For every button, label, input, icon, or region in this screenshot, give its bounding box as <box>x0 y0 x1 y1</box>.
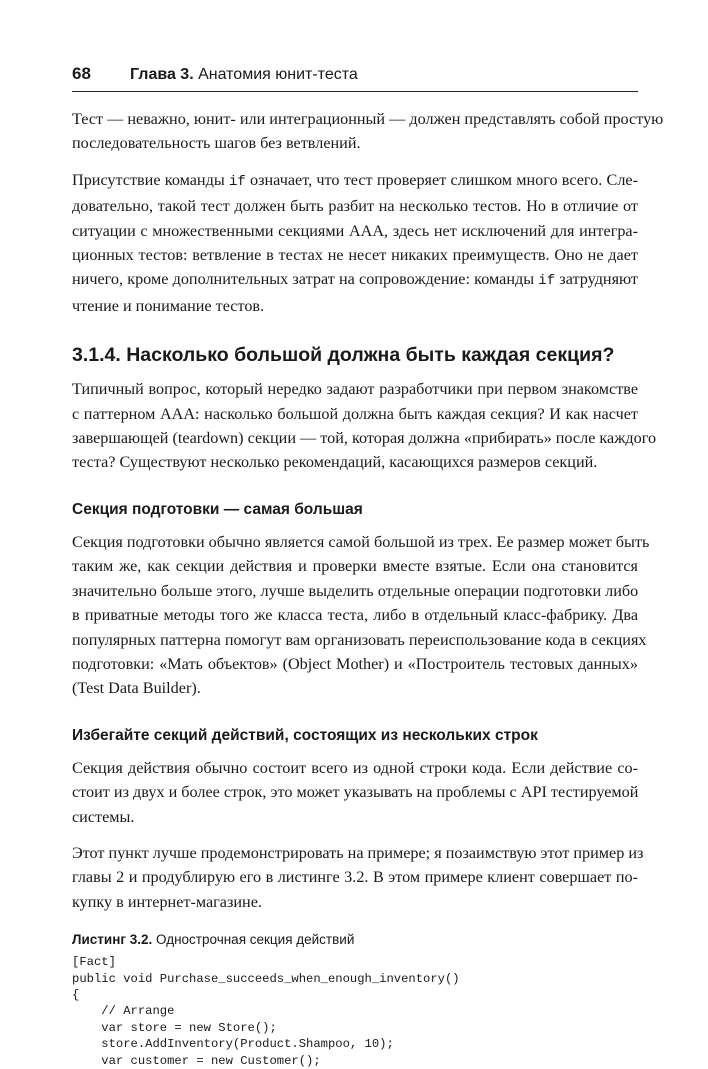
text-line: ционных тестов: ветвление в тестах не несет никаких преимуществ. Оно не дает <box>72 246 638 265</box>
listing-title: Однострочная секция действий <box>152 932 355 948</box>
code-line: var store = new Store(); <box>72 1020 277 1035</box>
text-line: подготовки: «Мать объектов» (Object Mother) и «Построитель тестовых данных» <box>72 654 638 673</box>
code-line: { <box>72 987 80 1002</box>
text-fragment: ничего, кроме дополнительных затрат на сопровождение: команды <box>72 270 539 289</box>
text-line: купку в интернет-магазине. <box>72 892 262 911</box>
paragraph-act-section <box>72 756 638 829</box>
text-fragment: затрудняют <box>555 270 638 289</box>
text-line: значительно больше этого, лучше выделить отдельные операции подготовки либо <box>72 581 639 600</box>
chapter-label: Глава 3. <box>130 66 194 83</box>
section-heading: 3.1.4. Насколько большой должна быть каждая секция? <box>72 344 615 367</box>
text-line <box>72 168 638 194</box>
page-number: 68 <box>72 64 91 83</box>
paragraph-simple-tests <box>72 107 664 156</box>
header-rule <box>72 91 638 92</box>
running-header <box>72 62 638 86</box>
chapter-title: Анатомия юнит-теста <box>193 66 358 83</box>
text-fragment: означает, что тест проверяет слишком много всего. Сле- <box>245 170 638 189</box>
code-line: [Fact] <box>72 955 116 970</box>
text-line: в приватные методы того же класса теста, либо в отдельный класс-фабрику. Два <box>72 606 638 625</box>
page-body <box>72 107 664 1069</box>
text-line: главы 2 и продублирую его в листинге 3.2. В этом примере клиент совершает по- <box>72 868 638 887</box>
paragraph-arrange-section <box>72 530 650 701</box>
text-line: популярных паттерна помогут вам организовать переиспользование кода в секциях <box>72 630 647 649</box>
subheading-arrange-section: Секция подготовки — самая большая <box>72 500 363 518</box>
text-line: с паттерном AAA: насколько большой должна быть каждая секция? И как насчет <box>72 404 638 423</box>
text-line: теста? Существуют несколько рекомендаций, касающихся размеров секций. <box>72 453 598 472</box>
text-line: стоит из двух и более строк, это может указывать на проблемы с API тестируемой <box>72 783 639 802</box>
text-line: Секция действия обычно состоит всего из одной строки кода. Если действие со- <box>72 758 638 777</box>
text-line: Типичный вопрос, который нередко задают разработчики при первом знакомстве <box>72 380 638 399</box>
code-line: store.AddInventory(Product.Shampoo, 10); <box>72 1037 394 1052</box>
text-line: таким же, как секции действия и проверки вместе взятые. Если она становится <box>72 557 638 576</box>
text-line: довательно, такой тест должен быть разбит на несколько тестов. Но в отличие от <box>72 197 638 216</box>
code-line: var customer = new Customer(); <box>72 1053 321 1068</box>
paragraph-if-statements <box>72 168 638 318</box>
text-line: Секция подготовки обычно является самой большой из трех. Ее размер может быть <box>72 532 650 551</box>
paragraph-section-size-question <box>72 377 657 475</box>
text-line: системы. <box>72 807 135 826</box>
text-line: чтение и понимание тестов. <box>72 296 265 315</box>
code-listing <box>72 954 638 1069</box>
text-fragment: Присутствие команды <box>72 170 229 189</box>
inline-code: if <box>228 173 246 190</box>
subheading-act-section: Избегайте секций действий, состоящих из нескольких строк <box>72 726 538 744</box>
text-line: Тест — неважно, юнит- или интеграционный — должен представлять собой простую <box>72 110 664 128</box>
listing-caption <box>72 930 638 950</box>
inline-code: if <box>538 273 556 290</box>
listing-label: Листинг 3.2. <box>72 932 153 948</box>
code-line: // Arrange <box>72 1004 175 1019</box>
text-line: последовательность шагов без ветвлений. <box>72 134 361 153</box>
text-line: Этот пункт лучше продемонстрировать на примере; я позаимствую этот пример из <box>72 843 644 862</box>
code-line: public void Purchase_succeeds_when_enough_inventory() <box>72 971 460 986</box>
text-line: ситуации с множественными секциями AAA, здесь нет исключений для интегра- <box>72 221 638 240</box>
text-line: завершающей (teardown) секции — той, которая должна «прибирать» после каждого <box>72 429 657 448</box>
text-line <box>72 267 638 293</box>
paragraph-example-intro <box>72 841 644 914</box>
text-line: (Test Data Builder). <box>72 679 201 698</box>
